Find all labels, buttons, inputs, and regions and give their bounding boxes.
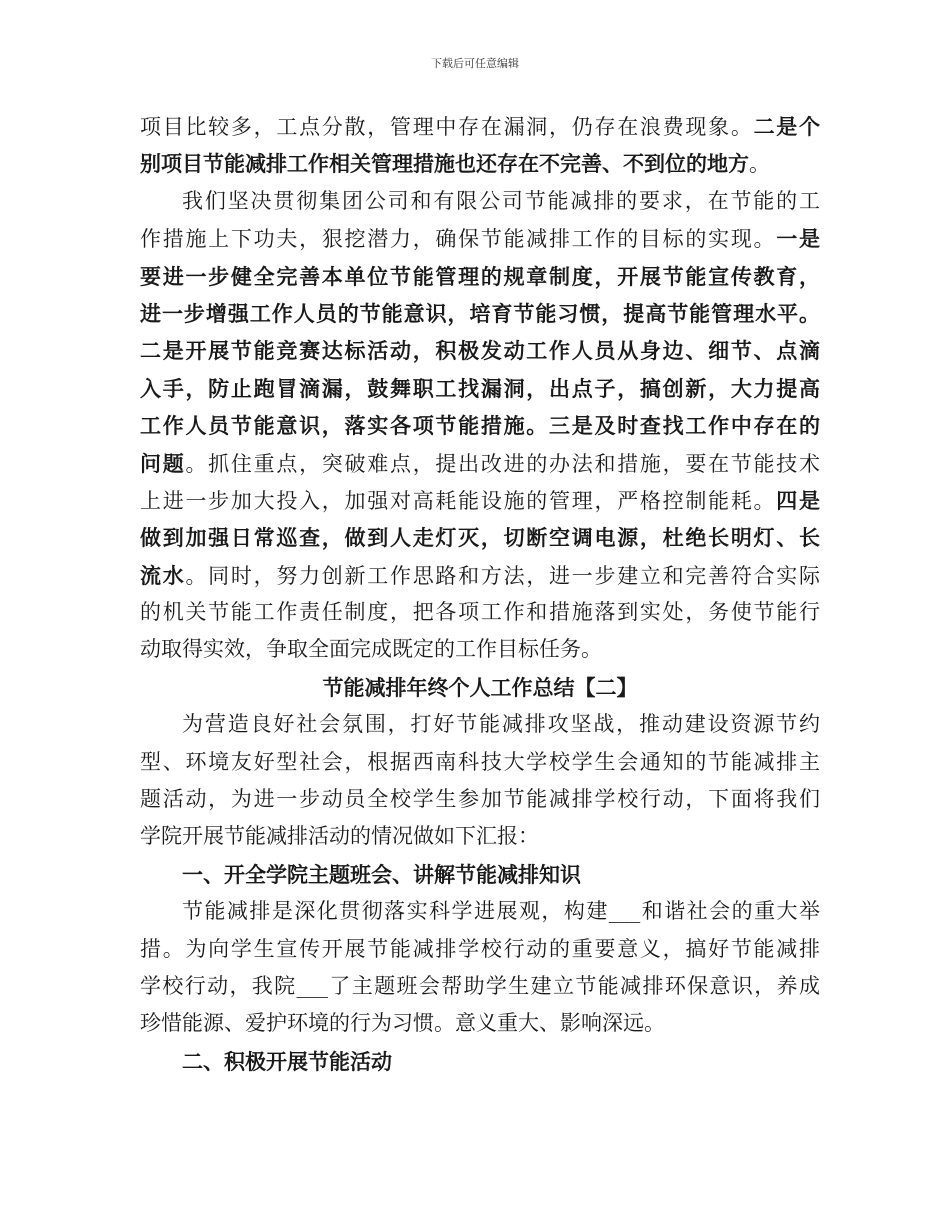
document-body: [140, 108, 820, 1080]
text-run-bold: 入手，防止跑冒滴漏，鼓舞职工找漏洞，出点子，搞创新，大力提高: [140, 375, 820, 401]
text-run-bold: 二是开展节能竞赛达标活动，积极发动工作人员从身边、细节、点滴: [140, 338, 820, 364]
text-run: 节能减排是深化贯彻落实科学进展观，构建___和谐社会的重大举: [182, 899, 820, 924]
text-line: [140, 519, 820, 556]
text-line: [140, 631, 820, 668]
text-line: [140, 594, 820, 631]
text-run: 珍惜能源、爱护环境的行为习惯。意义重大、影响深远。: [140, 1011, 665, 1036]
text-run: 我们坚决贯彻集团公司和有限公司节能减排的要求，在节能的工: [182, 188, 820, 213]
text-run: 学校行动，我院___了主题班会帮助学生建立节能减排环保意识，养成: [140, 973, 820, 998]
text-line: [140, 1005, 820, 1042]
paragraph-first-line: [140, 183, 820, 220]
text-line: [140, 968, 820, 1005]
paragraph-first-line: [140, 893, 820, 930]
text-run-bold: 问题: [140, 450, 186, 476]
page-header: 下载后可任意编辑: [431, 57, 519, 70]
text-run: 。: [749, 152, 770, 177]
text-run: 动取得实效，争取全面完成既定的工作目标任务。: [140, 637, 602, 662]
text-line: [140, 145, 820, 182]
text-line: [140, 407, 820, 444]
text-run-bold: 工作人员节能意识，落实各项节能措施。三是及时查找工作中存在的: [140, 413, 820, 439]
text-line: [140, 332, 820, 369]
text-run: 的机关节能工作责任制度，把各项工作和措施落到实处，务使节能行: [140, 600, 820, 625]
text-run: 项目比较多，工点分散，管理中存在漏洞，仍存在浪费现象。: [140, 115, 754, 139]
section-heading: [140, 669, 820, 706]
text-run-bold: 二是个: [753, 114, 821, 139]
text-run: 题活动，为进一步动员全校学生参加节能减排学校行动，下面将我们: [140, 787, 820, 812]
text-line: [140, 370, 820, 407]
text-line: [140, 295, 820, 332]
text-line: [140, 557, 820, 594]
subsection-heading: [140, 1043, 820, 1080]
text-line: [140, 931, 820, 968]
text-run: 措。为向学生宣传开展节能减排学校行动的重要意义，搞好节能减排: [140, 936, 820, 961]
subsection-heading: [140, 856, 820, 893]
text-line: [140, 482, 820, 519]
text-run: 。同时，努力创新工作思路和方法，进一步建立和完善符合实际: [185, 563, 821, 588]
paragraph-first-line: [140, 706, 820, 743]
text-run: 学院开展节能减排活动的情况做如下汇报：: [140, 824, 539, 849]
text-line: [140, 258, 820, 295]
text-run: 型、环境友好型社会，根据西南科技大学校学生会通知的节能减排主: [140, 749, 820, 774]
heading-text: 节能减排年终个人工作总结【二】: [322, 674, 638, 700]
text-run-bold: 四是: [776, 487, 821, 513]
text-run: 上进一步加大投入，加强对高耗能设施的管理，严格控制能耗。: [140, 488, 777, 513]
heading-text: 一、开全学院主题班会、讲解节能减排知识: [182, 861, 581, 887]
text-line: [140, 744, 820, 781]
text-run-bold: 流水: [140, 562, 186, 588]
text-line: [140, 445, 820, 482]
text-run: 为营造良好社会氛围，打好节能减排攻坚战，推动建设资源节约: [182, 712, 820, 737]
text-line: [140, 818, 820, 855]
text-run-bold: 进一步增强工作人员的节能意识，培育节能习惯，提高节能管理水平。: [140, 300, 820, 326]
text-line: [140, 781, 820, 818]
text-run-bold: 要进一步健全完善本单位节能管理的规章制度，开展节能宣传教育，: [140, 263, 820, 289]
heading-text: 二、积极开展节能活动: [182, 1048, 392, 1074]
text-line: [140, 108, 820, 145]
text-run-bold: 别项目节能减排工作相关管理措施也还存在不完善、不到位的地方: [140, 151, 749, 177]
text-run-bold: 做到加强日常巡查，做到人走灯灭，切断空调电源，杜绝长明灯、长: [140, 525, 820, 551]
text-line: [140, 220, 820, 257]
text-run: 作措施上下功夫，狠挖潜力，确保节能减排工作的目标的实现。: [140, 227, 777, 252]
text-run-bold: 一是: [776, 226, 821, 252]
text-run: 。抓住重点，突破难点，提出改进的办法和措施，要在节能技术: [185, 451, 821, 476]
